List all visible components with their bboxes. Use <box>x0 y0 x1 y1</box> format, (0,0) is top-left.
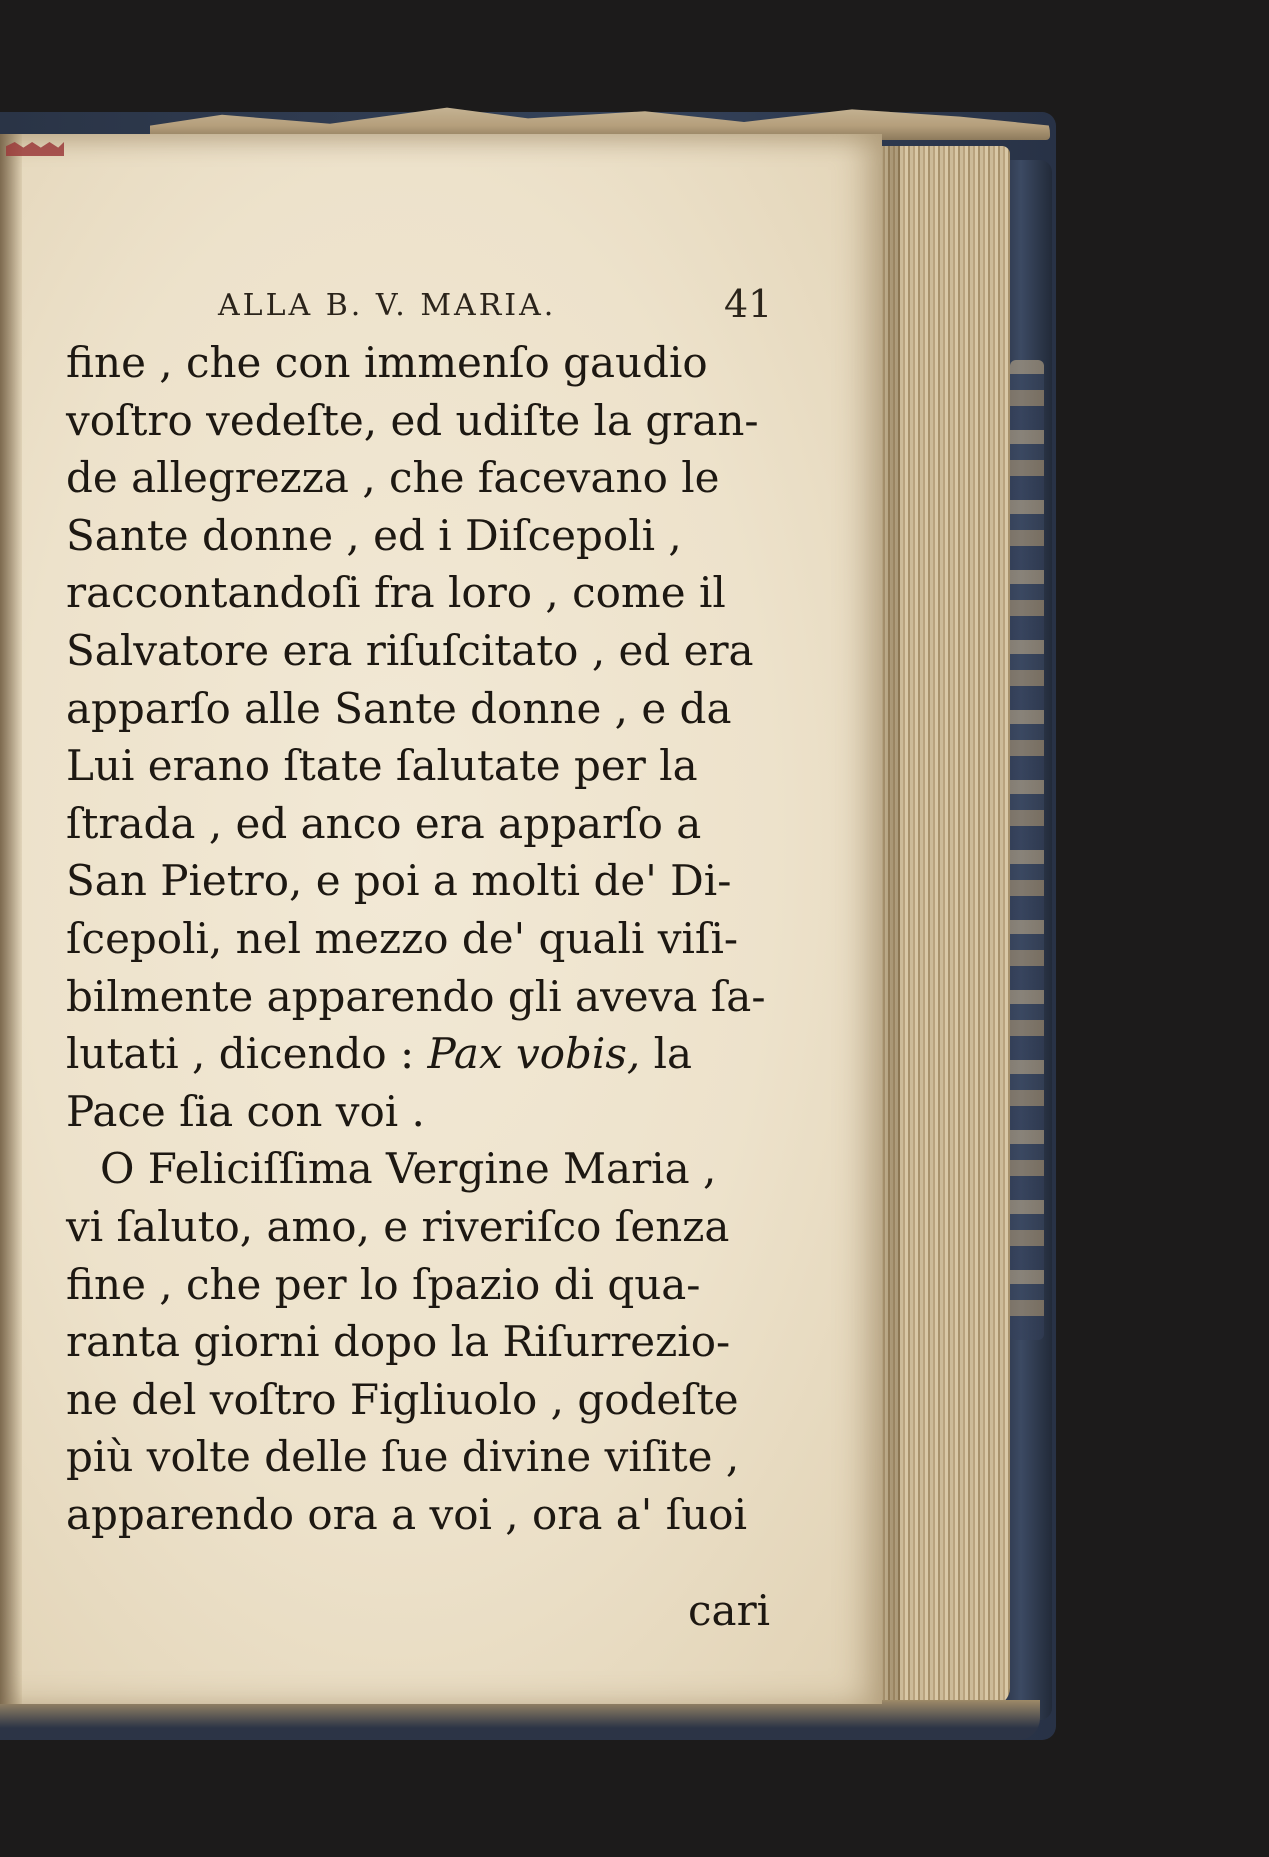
text-line: apparſo alle Sante donne , e da <box>66 683 732 733</box>
text-line: Lui erano ſtate ſalutate per la <box>66 741 698 791</box>
text-segment: la <box>640 1029 693 1079</box>
running-head <box>218 282 798 332</box>
text-line: ranta giorni dopo la Riſurrezio- <box>66 1317 731 1367</box>
catchword: cari <box>688 1586 771 1635</box>
text-line: ſcepoli, nel mezzo de' quali viſi- <box>66 913 739 963</box>
text-line: Salvatore era riſuſcitato , ed era <box>66 625 754 675</box>
body-text <box>66 334 786 1543</box>
worn-cover-edge <box>1010 360 1044 1340</box>
text-line: O Feliciſſima Vergine Maria , <box>100 1144 717 1194</box>
text-line: bilmente apparendo gli aveva ſa- <box>66 971 766 1021</box>
text-line: Sante donne , ed i Diſcepoli , <box>66 510 682 560</box>
running-head-title: ALLA B. V. MARIA. <box>218 288 557 323</box>
text-line: ne del voſtro Figliuolo , godeſte <box>66 1374 739 1424</box>
text-line: apparendo ora a voi , ora a' ſuoi <box>66 1489 748 1539</box>
latin-phrase: Pax vobis, <box>427 1029 641 1079</box>
text-segment: lutati , dicendo : <box>66 1029 428 1079</box>
text-line: raccontandoſi fra loro , come il <box>66 568 726 618</box>
bottom-edge <box>0 1700 1040 1740</box>
gutter-shadow <box>0 134 22 1704</box>
text-line: San Pietro, e poi a molti de' Di- <box>66 856 732 906</box>
text-line: più volte delle ſue divine viſite , <box>66 1432 740 1482</box>
text-line: vi ſaluto, amo, e riveriſco ſenza <box>66 1201 730 1251</box>
text-line: voſtro vedeſte, ed udiſte la gran- <box>66 395 759 445</box>
text-line: fine , che per lo ſpazio di qua- <box>66 1259 701 1309</box>
page-number: 41 <box>724 282 773 326</box>
text-line <box>66 1025 786 1083</box>
text-line: Pace ſia con voi . <box>66 1086 425 1136</box>
text-line: fine , che con immenſo gaudio <box>66 338 708 387</box>
text-line: de allegrezza , che facevano le <box>66 453 720 503</box>
text-line: ſtrada , ed anco era apparſo a <box>66 798 702 848</box>
